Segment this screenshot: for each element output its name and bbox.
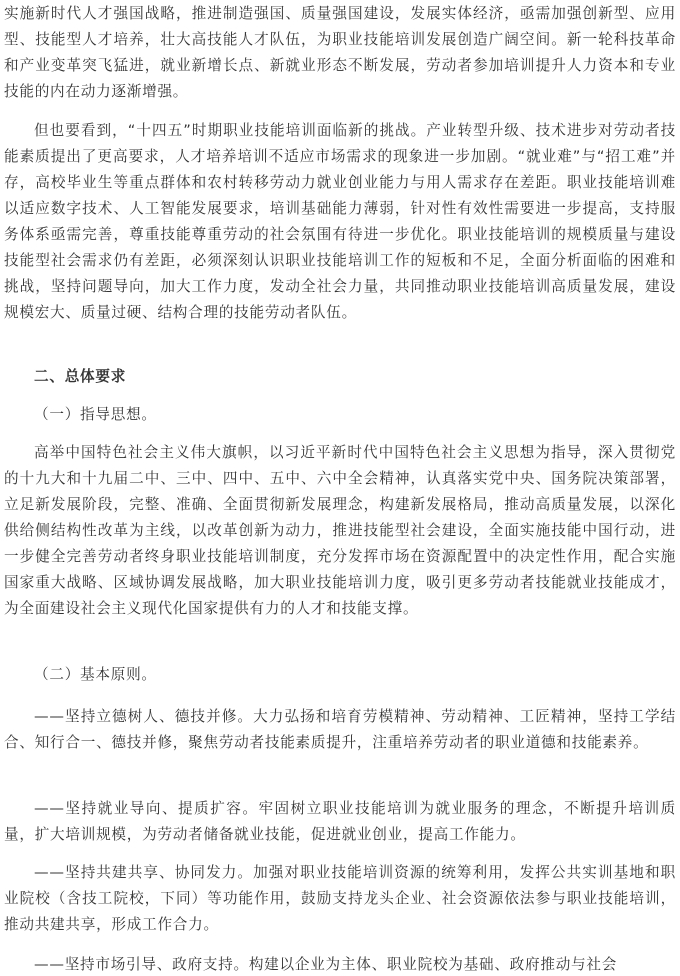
paragraph-talent-strategy: 实施新时代人才强国战略，推进制造强国、质量强国建设，发展实体经济，亟需加强创新型、应用型、技能型人才培养，壮大高技能人才队伍，为职业技能培训发展创造广阔空间。新一轮科技革命和产业变革突飞猛进，就业新增长点、新就业形态不断发展，劳动者参加培训提升人力资本和专业技能的内在动力逐渐增强。 bbox=[4, 5, 676, 100]
paragraph-principle-market: ——坚持市场引导、政府支持。构建以企业为主体、职业院校为基础、政府推动与社会 bbox=[34, 956, 618, 973]
paragraph-guiding-ideology: 高举中国特色社会主义伟大旗帜，以习近平新时代中国特色社会主义思想为指导，深入贯彻党的十九大和十九届二中、三中、四中、五中、六中全会精神，认真落实党中央、国务院决策部署，立足新发展阶段，完整、准确、全面贯彻新发展理念，构建新发展格局，推动高质量发展，以深化供给侧结构性改革为主线，以改革创新为动力，推进技能型社会建设，全面实施技能中国行动，进一步健全完善劳动者终身职业技能培训制度，充分发挥市场在资源配置中的决定性作用，配合实施国家重大战略、区域协调发展战略，加大职业技能培训力度，吸引更多劳动者技能就业技能成才，为全面建设社会主义现代化国家提供有力的人才和技能支撑。 bbox=[4, 444, 676, 617]
paragraph-principle-morality: ——坚持立德树人、德技并修。大力弘扬和培育劳模精神、劳动精神、工匠精神，坚持工学结合、知行合一、德技并修，聚焦劳动者技能素质提升，注重培养劳动者的职业道德和技能素养。 bbox=[4, 708, 676, 751]
paragraph-new-challenges: 但也要看到，“十四五”时期职业技能培训面临新的挑战。产业转型升级、技术进步对劳动者技能素质提出了更高要求，人才培养培训不适应市场需求的现象进一步加剧。“就业难”与“招工难”并存，高校毕业生等重点群体和农村转移劳动力就业创业能力与用人需求存在差距。职业技能培训难以适应数字技术、人工智能发展要求，培训基础能力薄弱，针对性有效性需要进一步提高，支持服务体系亟需完善，尊重技能尊重劳动的社会氛围有待进一步优化。职业技能培训的规模质量与建设技能型社会需求仍有差距，必须深刻认识职业技能培训工作的短板和不足，全面分析面临的困难和挑战，坚持问题导向，加大工作力度，发动全社会力量，共同推动职业技能培训高质量发展，建设规模宏大、质量过硬、结构合理的技能劳动者队伍。 bbox=[4, 122, 676, 321]
subheading-basic-principles: （二）基本原则。 bbox=[34, 666, 157, 683]
section-heading-general-requirements: 二、总体要求 bbox=[34, 368, 127, 385]
paragraph-principle-employment: ——坚持就业导向、提质扩容。牢固树立职业技能培训为就业服务的理念，不断提升培训质量，扩大培训规模，为劳动者储备就业技能，促进就业创业，提高工作能力。 bbox=[4, 800, 676, 843]
subheading-guiding-ideology: （一）指导思想。 bbox=[34, 406, 157, 423]
paragraph-principle-cooperation: ——坚持共建共享、协同发力。加强对职业技能培训资源的统筹利用，发挥公共实训基地和职业院校（含技工院校，下同）等功能作用，鼓励支持龙头企业、社会资源依法参与职业技能培训，推动共建共享，形成工作合力。 bbox=[4, 864, 676, 933]
